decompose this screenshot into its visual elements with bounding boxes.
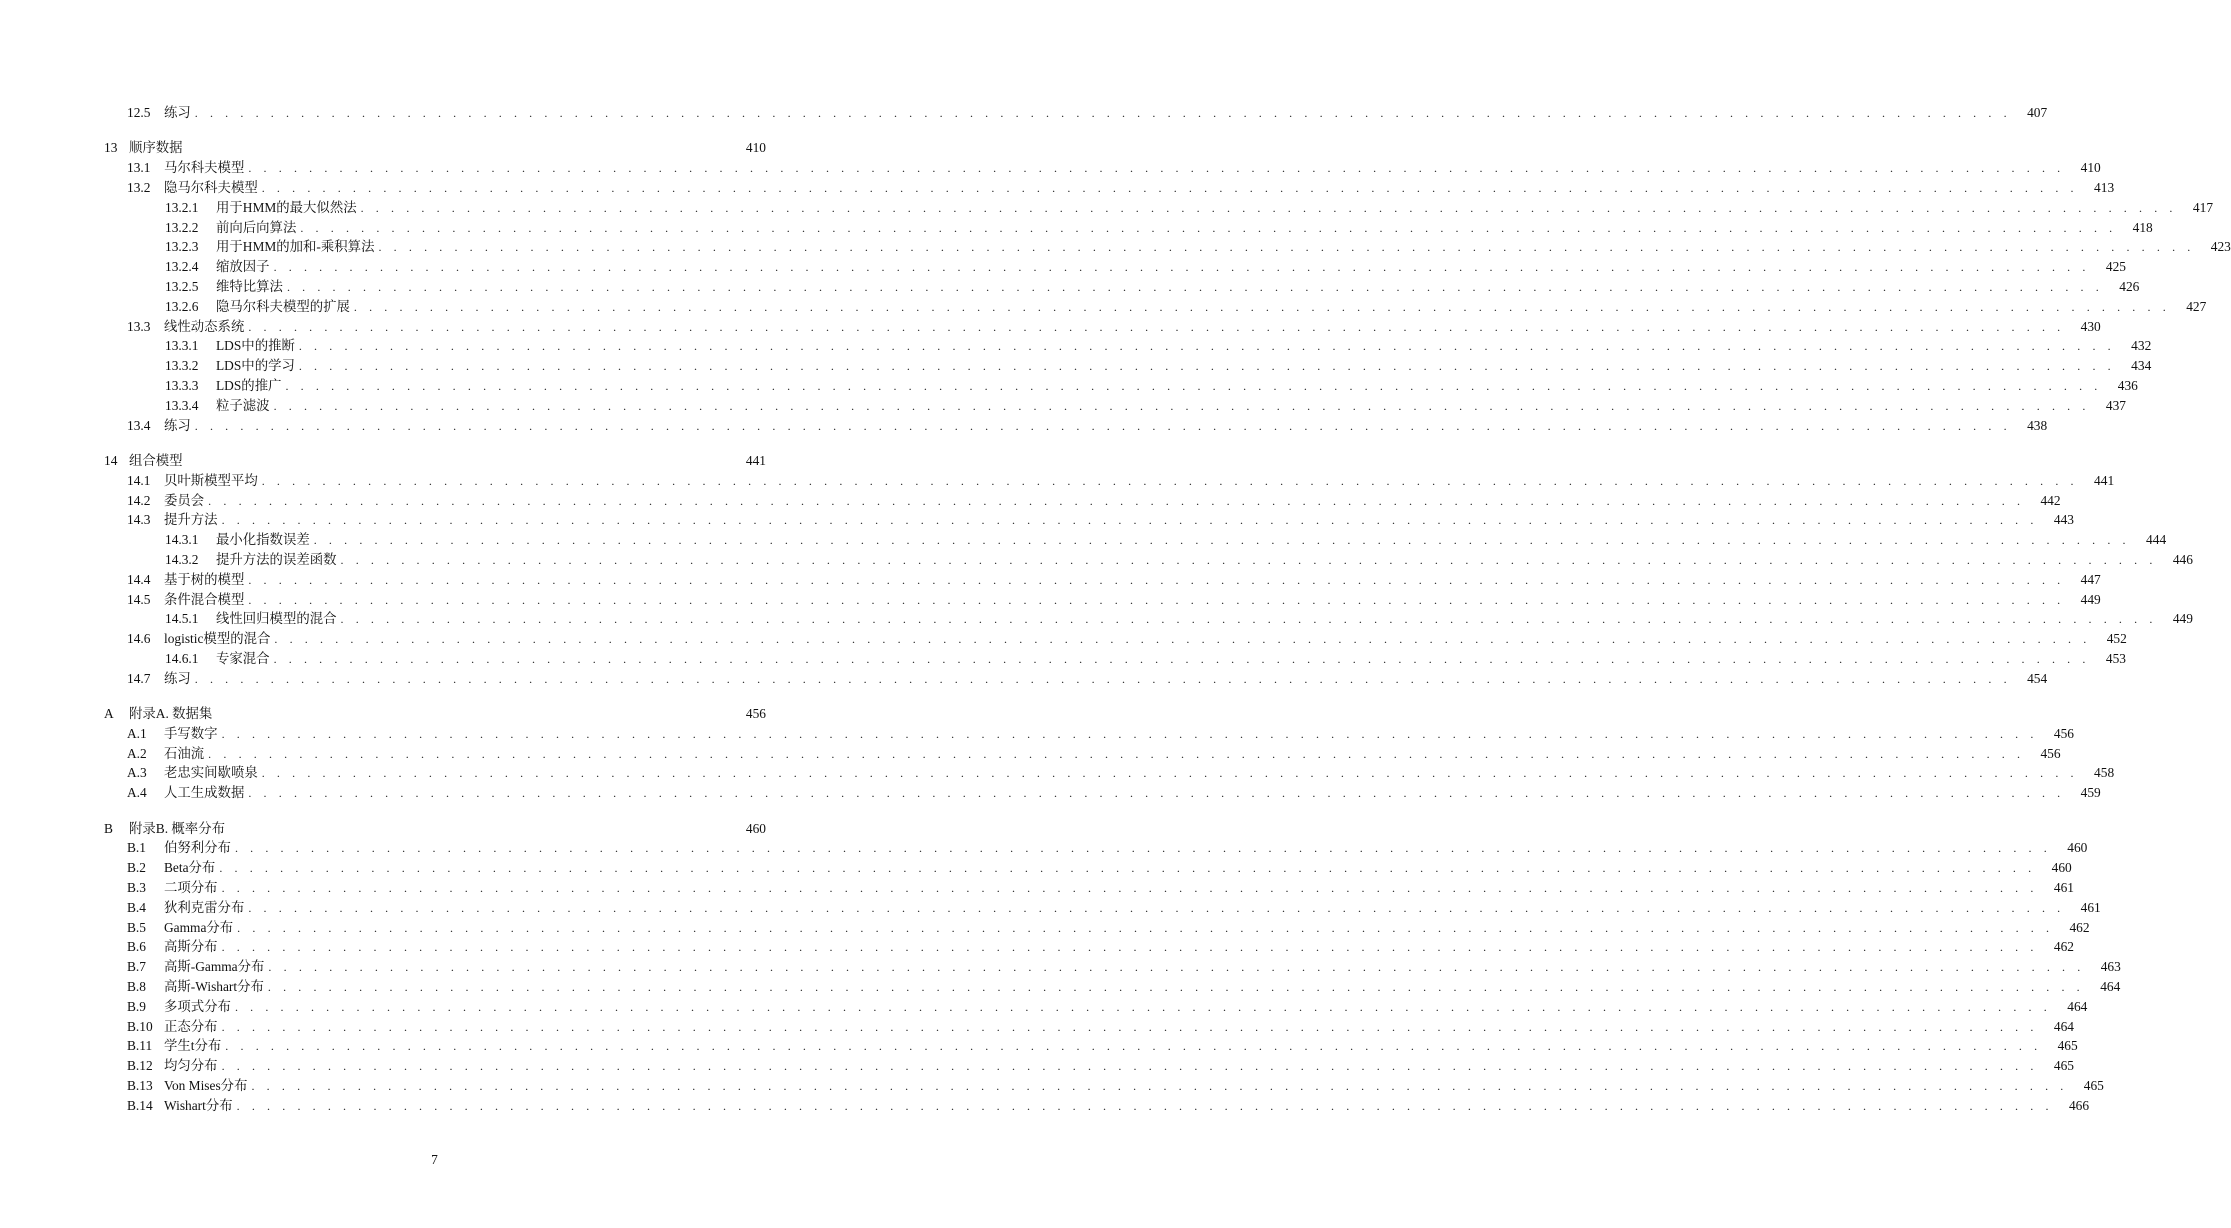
toc-entry-number: 13.3.2 — [165, 358, 199, 374]
toc-entry-number: B.12 — [127, 1058, 153, 1074]
toc-section-entry[interactable] — [104, 1017, 2074, 1037]
toc-dot-leader: . . . . . . . . . . . . . . . . . . . . . . . . . . . . . . . . . . . . . . . . . . . . . . . . . . . . . . . . . . . . . . . . . . . . . . . . . . . . . . . . . . . . . . . . . . . . . . . . . . . . . . . . . . . . . . . . . . . . . . . . — [248, 161, 2065, 176]
toc-entry-number: 13.2.4 — [165, 259, 199, 275]
toc-entry-number: 14.3 — [127, 512, 151, 528]
toc-section-entry[interactable] — [104, 317, 2101, 337]
toc-entry-number: B.1 — [127, 840, 146, 856]
toc-section-entry[interactable] — [104, 103, 2048, 123]
toc-entry-page: 441 — [745, 452, 766, 468]
toc-section-entry[interactable] — [104, 838, 2088, 858]
toc-entry-page: 442 — [2040, 492, 2061, 508]
toc-section-entry[interactable] — [104, 898, 2101, 918]
toc-dot-leader: . . . . . . . . . . . . . . . . . . . . . . . . . . . . . . . . . . . . . . . . . . . . . . . . . . . . . . . . . . . . . . . . . . . . . . . . . . . . . . . . . . . . . . . . . . . . . . . . . . . . . . . . . . . . . . . . . . . . . . . . — [273, 398, 2090, 413]
toc-entry-page: 449 — [2080, 591, 2101, 607]
toc-entry-page: 436 — [2117, 377, 2138, 393]
toc-dot-leader: . . . . . . . . . . . . . . . . . . . . . . . . . . . . . . . . . . . . . . . . . . . . . . . . . . . . . . . . . . . . . . . . . . . . . . . . . . . . . . . . . . . . . . . . . . . . . . . . . . . . . . . . . . . . . . . . . . . . . . . . — [221, 726, 2038, 741]
toc-dot-leader: . . . . . . . . . . . . . . . . . . . . . . . . . . . . . . . . . . . . . . . . . . . . . . . . . . . . . . . . . . . . . . . . . . . . . . . . . . . . . . . . . . . . . . . . . . . . . . . . . . . . . . . . . . . . . . . . . . . . . . . . — [248, 572, 2065, 587]
toc-entry-page: 459 — [2080, 785, 2101, 801]
toc-entry-number: 14.3.2 — [165, 551, 199, 567]
toc-section-entry[interactable] — [104, 783, 2101, 803]
toc-dot-leader: . . . . . . . . . . . . . . . . . . . . . . . . . . . . . . . . . . . . . . . . . . . . . . . . . . . . . . . . . . . . . . . . . . . . . . . . . . . . . . . . . . . . . . . . . . . . . . . . . . . . . . . . . . . . . . . . . . . . . . . . — [273, 260, 2090, 275]
toc-entry-title: Beta分布 — [164, 858, 219, 878]
toc-entry-title: Wishart分布 — [164, 1096, 237, 1116]
toc-entry-page: 460 — [745, 820, 766, 836]
toc-entry-number: 13.3.1 — [165, 338, 199, 354]
toc-entry-number: B.13 — [127, 1078, 153, 1094]
toc-section-entry[interactable] — [104, 396, 2126, 416]
toc-dot-leader: . . . . . . . . . . . . . . . . . . . . . . . . . . . . . . . . . . . . . . . . . . . . . . . . . . . . . . . . . . . . . . . . . . . . . . . . . . . . . . . . . . . . . . . . . . . . . . . . . . . . . . . . . . . . . . . . . . . . . . . . — [273, 651, 2090, 666]
toc-entry-number: A.2 — [127, 745, 147, 761]
toc-entry-page: 407 — [2027, 105, 2048, 120]
toc-entry-number: 14 — [104, 452, 118, 468]
toc-entry-number: 13.3 — [127, 318, 151, 334]
toc-entry-page: 418 — [2132, 219, 2153, 235]
toc-entry-page: 427 — [2186, 298, 2207, 314]
toc-section-entry[interactable] — [104, 997, 2088, 1017]
toc-entry-number: A.1 — [127, 725, 147, 741]
toc-entry-page: 447 — [2080, 571, 2101, 587]
toc-section-entry[interactable] — [104, 416, 2048, 436]
toc-dot-leader: . . . . . . . . . . . . . . . . . . . . . . . . . . . . . . . . . . . . . . . . . . . . . . . . . . . . . . . . . . . . . . . . . . . . . . . . . . . . . . . . . . . . . . . . . . . . . . . . . . . . . . . . . . . . . . . . . . . . . . . . — [298, 339, 2116, 354]
toc-section-entry[interactable] — [104, 977, 2121, 997]
toc-dot-leader: . . . . . . . . . . . . . . . . . . . . . . . . . . . . . . . . . . . . . . . . . . . . . . . . . . . . . . . . . . . . . . . . . . . . . . . . . . . . . . . . . . . . . . . . . . . . . . . . . . . . . . . . . . . . . . . . . . . . . . . . — [219, 861, 2036, 876]
toc-section-entry[interactable] — [104, 336, 2152, 356]
toc-entry-title: LDS的推广 — [216, 376, 285, 396]
toc-entry-page: 410 — [2080, 160, 2101, 176]
toc-section-entry[interactable] — [104, 629, 2127, 649]
toc-entry-title: 学生t分布 — [164, 1036, 225, 1056]
toc-entry-page: 452 — [2106, 631, 2127, 647]
toc-entry-number: 13.3.4 — [165, 397, 199, 413]
toc-section-entry[interactable] — [104, 550, 2193, 570]
toc-dot-leader: . . . . . . . . . . . . . . . . . . . . . . . . . . . . . . . . . . . . . . . . . . . . . . . . . . . . . . . . . . . . . . . . . . . . . . . . . . . . . . . . . . . . . . . . . . . . . . . . . . . . . . . . . . . . . . . . . . . . . . . . — [300, 220, 2117, 235]
toc-entry-page: 444 — [2146, 532, 2167, 548]
toc-entry-number: 14.3.1 — [165, 532, 199, 548]
toc-entry-title: 练习 — [164, 416, 195, 436]
toc-entry-page: 462 — [2053, 939, 2074, 955]
toc-entry-page: 456 — [2053, 725, 2074, 741]
toc-section-entry[interactable] — [104, 669, 2048, 689]
toc-dot-leader: . . . . . . . . . . . . . . . . . . . . . . . . . . . . . . . . . . . . . . . . . . . . . . . . . . . . . . . . . . . . . . . . . . . . . . . . . . . . . . . . . . . . . . . . . . . . . . . . . . . . . . . . . . . . . . . . . . . . . . . . — [221, 1019, 2038, 1034]
toc-entry-page: 460 — [2067, 840, 2088, 856]
toc-entry-page: 425 — [2105, 259, 2126, 275]
toc-section-entry[interactable] — [104, 858, 2072, 878]
toc-dot-leader: . . . . . . . . . . . . . . . . . . . . . . . . . . . . . . . . . . . . . . . . . . . . . . . . . . . . . . . . . . . . . . . . . . . . . . . . . . . . . . . . . . . . . . . . . . . . . . . . . . . . . . . . . . . . . . . . . . . . . . . . — [225, 1039, 2042, 1054]
toc-section-entry[interactable] — [104, 198, 2214, 218]
toc-entry-page: 449 — [2172, 611, 2193, 627]
toc-entry-number: B.14 — [127, 1097, 153, 1113]
toc-entry-number: 13.2 — [127, 179, 151, 195]
toc-section-entry[interactable] — [104, 376, 2138, 396]
toc-entry-number: B.10 — [127, 1018, 153, 1034]
toc-entry-title: 线性动态系统 — [164, 317, 248, 337]
toc-entry-number: 14.6 — [127, 631, 151, 647]
toc-section-entry[interactable] — [104, 649, 2126, 669]
toc-entry-number: B.3 — [127, 880, 146, 896]
toc-entry-number: B.9 — [127, 998, 146, 1014]
toc-entry-page: 458 — [2094, 765, 2115, 781]
toc-entry-title: 基于树的模型 — [164, 570, 248, 590]
toc-entry-page: 417 — [2192, 199, 2214, 215]
toc-entry-title: 专家混合 — [216, 649, 274, 669]
toc-section-entry[interactable] — [104, 471, 2115, 491]
toc-entry-number: B.11 — [127, 1038, 153, 1054]
toc-entry-number: A.4 — [127, 785, 147, 801]
toc-entry-page: 461 — [2080, 899, 2101, 915]
toc-section-entry[interactable] — [104, 937, 2074, 957]
toc-dot-leader: . . . . . . . . . . . . . . . . . . . . . . . . . . . . . . . . . . . . . . . . . . . . . . . . . . . . . . . . . . . . . . . . . . . . . . . . . . . . . . . . . . . . . . . . . . . . . . . . . . . . . . . . . . . . . . . . . . . . . . . . — [360, 200, 2178, 215]
toc-entry-page: 465 — [2083, 1078, 2104, 1094]
toc-section-entry[interactable] — [104, 257, 2126, 277]
toc-dot-leader: . . . . . . . . . . . . . . . . . . . . . . . . . . . . . . . . . . . . . . . . . . . . . . . . . . . . . . . . . . . . . . . . . . . . . . . . . . . . . . . . . . . . . . . . . . . . . . . . . . . . . . . . . . . . . . . . . . . . . . . . — [208, 746, 2025, 761]
toc-chapter-entry[interactable] — [104, 138, 766, 158]
toc-dot-leader: . . . . . . . . . . . . . . . . . . . . . . . . . . . . . . . . . . . . . . . . . . . . . . . . . . . . . . . . . . . . . . . . . . . . . . . . . . . . . . . . . . . . . . . . . . . . . . . . . . . . . . . . . . . . . . . . . . . . . . . . — [267, 980, 2085, 995]
toc-entry-page: 456 — [2040, 745, 2061, 761]
toc-entry-number: 14.5.1 — [165, 611, 199, 627]
toc-dot-leader: . . . . . . . . . . . . . . . . . . . . . . . . . . . . . . . . . . . . . . . . . . . . . . . . . . . . . . . . . . . . . . . . . . . . . . . . . . . . . . . . . . . . . . . . . . . . . . . . . . . . . . . . . . . . . . . . . . . . . . . . — [340, 552, 2157, 567]
toc-entry-number: 14.4 — [127, 571, 151, 587]
toc-entry-page: 464 — [2053, 1018, 2074, 1034]
toc-entry-number: B — [104, 820, 113, 836]
toc-entry-page: 462 — [2069, 919, 2090, 935]
toc-entry-page: 465 — [2053, 1058, 2074, 1074]
toc-entry-title: Gamma分布 — [164, 918, 237, 938]
toc-dot-leader: . . . . . . . . . . . . . . . . . . . . . . . . . . . . . . . . . . . . . . . . . . . . . . . . . . . . . . . . . . . . . . . . . . . . . . . . . . . . . . . . . . . . . . . . . . . . . . . . . . . . . . . . . . . . . . . . . . . . . . . . — [208, 493, 2025, 508]
toc-entry-title: Von Mises分布 — [164, 1076, 251, 1096]
toc-dot-leader: . . . . . . . . . . . . . . . . . . . . . . . . . . . . . . . . . . . . . . . . . . . . . . . . . . . . . . . . . . . . . . . . . . . . . . . . . . . . . . . . . . . . . . . . . . . . . . . . . . . . . . . . . . . . . . . . . . . . . . . . — [268, 960, 2085, 975]
toc-entry-page: 446 — [2172, 551, 2193, 567]
toc-entry-title: 用于HMM的加和-乘积算法 — [216, 237, 378, 257]
toc-entry-title: LDS中的推断 — [216, 336, 299, 356]
toc-entry-title: 二项分布 — [164, 878, 222, 898]
toc-section-entry[interactable] — [104, 277, 2140, 297]
toc-entry-page: 434 — [2131, 358, 2152, 374]
page-number: 7 — [431, 1152, 438, 1167]
toc-dot-leader: . . . . . . . . . . . . . . . . . . . . . . . . . . . . . . . . . . . . . . . . . . . . . . . . . . . . . . . . . . . . . . . . . . . . . . . . . . . . . . . . . . . . . . . . . . . . . . . . . . . . . . . . . . . . . . . . . . . . . . . . — [194, 671, 2012, 686]
toc-dot-leader: . . . . . . . . . . . . . . . . . . . . . . . . . . . . . . . . . . . . . . . . . . . . . . . . . . . . . . . . . . . . . . . . . . . . . . . . . . . . . . . . . . . . . . . . . . . . . . . . . . . . . . . . . . . . . . . . . . . . . . . . — [248, 786, 2065, 801]
toc-entry-page: 464 — [2067, 998, 2088, 1014]
toc-entry-title: 用于HMM的最大似然法 — [216, 198, 361, 218]
toc-entry-page: 460 — [2051, 860, 2072, 876]
toc-entry-title: 附录A. 数据集 — [129, 704, 216, 724]
toc-entry-number: A.3 — [127, 765, 147, 781]
toc-entry-page: 465 — [2057, 1038, 2078, 1054]
toc-entry-number: 14.5 — [127, 591, 151, 607]
toc-entry-number: 13.2.5 — [165, 278, 199, 294]
toc-entry-title: 石油流 — [164, 744, 208, 764]
toc-entry-title: LDS中的学习 — [216, 356, 299, 376]
toc-entry-title: 高斯分布 — [164, 937, 222, 957]
toc-dot-leader: . . . . . . . . . . . . . . . . . . . . . . . . . . . . . . . . . . . . . . . . . . . . . . . . . . . . . . . . . . . . . . . . . . . . . . . . . . . . . . . . . . . . . . . . . . . . . . . . . . . . . . . . . . . . . . . . . . . . . . . . — [221, 940, 2038, 955]
toc-entry-title: 伯努利分布 — [164, 838, 235, 858]
toc-section-entry[interactable] — [104, 763, 2115, 783]
toc-dot-leader: . . . . . . . . . . . . . . . . . . . . . . . . . . . . . . . . . . . . . . . . . . . . . . . . . . . . . . . . . . . . . . . . . . . . . . . . . . . . . . . . . . . . . . . . . . . . . . . . . . . . . . . . . . . . . . . . . . . . . . . . — [221, 881, 2038, 896]
toc-entry-title: 老忠实间歇喷泉 — [164, 763, 262, 783]
toc-entry-page: 438 — [2027, 417, 2048, 433]
toc-dot-leader: . . . . . . . . . . . . . . . . . . . . . . . . . . . . . . . . . . . . . . . . . . . . . . . . . . . . . . . . . . . . . . . . . . . . . . . . . . . . . . . . . . . . . . . . . . . . . . . . . . . . . . . . . . . . . . . . . . . . . . . . — [194, 418, 2012, 433]
toc-section-entry[interactable] — [104, 957, 2121, 977]
toc-entry-title: 提升方法的误差函数 — [216, 550, 341, 570]
toc-entry-title: 提升方法 — [164, 510, 222, 530]
toc-dot-leader: . . . . . . . . . . . . . . . . . . . . . . . . . . . . . . . . . . . . . . . . . . . . . . . . . . . . . . . . . . . . . . . . . . . . . . . . . . . . . . . . . . . . . . . . . . . . . . . . . . . . . . . . . . . . . . . . . . . . . . . . — [261, 766, 2079, 781]
toc-dot-leader: . . . . . . . . . . . . . . . . . . . . . . . . . . . . . . . . . . . . . . . . . . . . . . . . . . . . . . . . . . . . . . . . . . . . . . . . . . . . . . . . . . . . . . . . . . . . . . . . . . . . . . . . . . . . . . . . . . . . . . . . — [261, 473, 2079, 488]
toc-entry-page: 430 — [2080, 318, 2101, 334]
toc-section-entry[interactable] — [104, 530, 2167, 550]
toc-entry-page: 466 — [2068, 1097, 2090, 1113]
toc-section-entry[interactable] — [104, 1096, 2090, 1116]
toc-section-entry[interactable] — [104, 491, 2061, 511]
toc-dot-leader: . . . . . . . . . . . . . . . . . . . . . . . . . . . . . . . . . . . . . . . . . . . . . . . . . . . . . . . . . . . . . . . . . . . . . . . . . . . . . . . . . . . . . . . . . . . . . . . . . . . . . . . . . . . . . . . . . . . . . . . . — [236, 1098, 2054, 1113]
toc-entry-page: 461 — [2053, 880, 2074, 896]
toc-dot-leader: . . . . . . . . . . . . . . . . . . . . . . . . . . . . . . . . . . . . . . . . . . . . . . . . . . . . . . . . . . . . . . . . . . . . . . . . . . . . . . . . . . . . . . . . . . . . . . . . . . . . . . . . . . . . . . . . . . . . . . . . — [248, 592, 2065, 607]
toc-dot-leader: . . . . . . . . . . . . . . . . . . . . . . . . . . . . . . . . . . . . . . . . . . . . . . . . . . . . . . . . . . . . . . . . . . . . . . . . . . . . . . . . . . . . . . . . . . . . . . . . . . . . . . . . . . . . . . . . . . . . . . . . — [234, 999, 2052, 1014]
toc-section-entry[interactable] — [104, 510, 2074, 530]
toc-entry-title: 线性回归模型的混合 — [216, 609, 341, 629]
toc-entry-title: 附录B. 概率分布 — [129, 819, 229, 839]
toc-entry-title: 多项式分布 — [164, 997, 235, 1017]
toc-dot-leader: . . . . . . . . . . . . . . . . . . . . . . . . . . . . . . . . . . . . . . . . . . . . . . . . . . . . . . . . . . . . . . . . . . . . . . . . . . . . . . . . . . . . . . . . . . . . . . . . . . . . . . . . . . . . . . . . . . . . . . . . — [286, 279, 2104, 294]
toc-dot-leader: . . . . . . . . . . . . . . . . . . . . . . . . . . . . . . . . . . . . . . . . . . . . . . . . . . . . . . . . . . . . . . . . . . . . . . . . . . . . . . . . . . . . . . . . . . . . . . . . . . . . . . . . . . . . . . . . . . . . . . . . — [378, 240, 2195, 255]
toc-entry-title: 隐马尔科夫模型 — [164, 178, 262, 198]
toc-entry-page: 464 — [2100, 979, 2121, 995]
toc-entry-number: 14.7 — [127, 670, 151, 686]
toc-chapter-entry[interactable] — [104, 819, 766, 839]
toc-entry-number: 14.1 — [127, 472, 151, 488]
toc-entry-number: 14.2 — [127, 492, 151, 508]
toc-dot-leader: . . . . . . . . . . . . . . . . . . . . . . . . . . . . . . . . . . . . . . . . . . . . . . . . . . . . . . . . . . . . . . . . . . . . . . . . . . . . . . . . . . . . . . . . . . . . . . . . . . . . . . . . . . . . . . . . . . . . . . . . — [353, 299, 2171, 314]
toc-entry-number: 12.5 — [127, 105, 151, 120]
toc-entry-page: 456 — [745, 706, 766, 722]
toc-chapter-entry[interactable] — [104, 451, 766, 471]
toc-entry-page: 453 — [2105, 650, 2126, 666]
toc-entry-number: 13.1 — [127, 160, 151, 176]
toc-entry-number: 13.2.3 — [165, 239, 199, 255]
toc-entry-number: 13.2.1 — [165, 199, 199, 215]
toc-dot-leader: . . . . . . . . . . . . . . . . . . . . . . . . . . . . . . . . . . . . . . . . . . . . . . . . . . . . . . . . . . . . . . . . . . . . . . . . . . . . . . . . . . . . . . . . . . . . . . . . . . . . . . . . . . . . . . . . . . . . . . . . — [221, 513, 2038, 528]
toc-entry-number: B.4 — [127, 899, 146, 915]
toc-section-entry[interactable] — [104, 356, 2152, 376]
toc-dot-leader: . . . . . . . . . . . . . . . . . . . . . . . . . . . . . . . . . . . . . . . . . . . . . . . . . . . . . . . . . . . . . . . . . . . . . . . . . . . . . . . . . . . . . . . . . . . . . . . . . . . . . . . . . . . . . . . . . . . . . . . . — [251, 1079, 2068, 1094]
toc-entry-title: 委员会 — [164, 491, 208, 511]
toc-entry-page: 443 — [2053, 512, 2074, 528]
toc-dot-leader: . . . . . . . . . . . . . . . . . . . . . . . . . . . . . . . . . . . . . . . . . . . . . . . . . . . . . . . . . . . . . . . . . . . . . . . . . . . . . . . . . . . . . . . . . . . . . . . . . . . . . . . . . . . . . . . . . . . . . . . . — [221, 1059, 2038, 1074]
toc-entry-number: A — [104, 706, 114, 722]
toc-entry-title: 正态分布 — [164, 1017, 222, 1037]
toc-entry-page: 463 — [2100, 959, 2121, 975]
toc-dot-leader: . . . . . . . . . . . . . . . . . . . . . . . . . . . . . . . . . . . . . . . . . . . . . . . . . . . . . . . . . . . . . . . . . . . . . . . . . . . . . . . . . . . . . . . . . . . . . . . . . . . . . . . . . . . . . . . . . . . . . . . . — [261, 180, 2079, 195]
toc-dot-leader: . . . . . . . . . . . . . . . . . . . . . . . . . . . . . . . . . . . . . . . . . . . . . . . . . . . . . . . . . . . . . . . . . . . . . . . . . . . . . . . . . . . . . . . . . . . . . . . . . . . . . . . . . . . . . . . . . . . . . . . . — [248, 900, 2065, 915]
toc-dot-leader: . . . . . . . . . . . . . . . . . . . . . . . . . . . . . . . . . . . . . . . . . . . . . . . . . . . . . . . . . . . . . . . . . . . . . . . . . . . . . . . . . . . . . . . . . . . . . . . . . . . . . . . . . . . . . . . . . . . . . . . . — [313, 533, 2131, 548]
toc-section-entry[interactable] — [104, 878, 2074, 898]
toc-dot-leader: . . . . . . . . . . . . . . . . . . . . . . . . . . . . . . . . . . . . . . . . . . . . . . . . . . . . . . . . . . . . . . . . . . . . . . . . . . . . . . . . . . . . . . . . . . . . . . . . . . . . . . . . . . . . . . . . . . . . . . . . — [234, 841, 2052, 856]
toc-section-entry[interactable] — [104, 609, 2193, 629]
toc-dot-leader: . . . . . . . . . . . . . . . . . . . . . . . . . . . . . . . . . . . . . . . . . . . . . . . . . . . . . . . . . . . . . . . . . . . . . . . . . . . . . . . . . . . . . . . . . . . . . . . . . . . . . . . . . . . . . . . . . . . . . . . . — [298, 359, 2116, 374]
toc-entry-page: 432 — [2131, 338, 2152, 354]
toc-entry-title: 均匀分布 — [164, 1056, 222, 1076]
toc-entry-title: 条件混合模型 — [164, 590, 248, 610]
toc-entry-title: 前向后向算法 — [216, 218, 300, 238]
toc-entry-title: 顺序数据 — [129, 138, 187, 158]
toc-section-entry[interactable] — [104, 918, 2090, 938]
toc-entry-number: 13.2.2 — [165, 219, 199, 235]
toc-entry-title: 缩放因子 — [216, 257, 274, 277]
toc-entry-page: 423 — [2210, 239, 2231, 255]
toc-dot-leader: . . . . . . . . . . . . . . . . . . . . . . . . . . . . . . . . . . . . . . . . . . . . . . . . . . . . . . . . . . . . . . . . . . . . . . . . . . . . . . . . . . . . . . . . . . . . . . . . . . . . . . . . . . . . . . . . . . . . . . . . — [248, 319, 2065, 334]
toc-entry-title: 组合模型 — [129, 451, 187, 471]
toc-entry-title: 高斯-Gamma分布 — [164, 957, 268, 977]
toc-entry-number: B.5 — [127, 919, 146, 935]
toc-entry-number: 14.6.1 — [165, 650, 199, 666]
toc-section-entry[interactable] — [104, 744, 2061, 764]
toc-section-entry[interactable] — [104, 158, 2101, 178]
toc-section-entry[interactable] — [104, 237, 2231, 257]
toc-entry-title: 人工生成数据 — [164, 783, 248, 803]
toc-section-entry[interactable] — [104, 297, 2207, 317]
toc-entry-title: 贝叶斯模型平均 — [164, 471, 262, 491]
toc-entry-page: 441 — [2094, 472, 2115, 488]
toc-section-entry[interactable] — [104, 218, 2153, 238]
toc-chapter-entry[interactable] — [104, 704, 766, 724]
toc-entry-title: 高斯-Wishart分布 — [164, 977, 268, 997]
toc-entry-title: 粒子滤波 — [216, 396, 274, 416]
toc-entry-number: 13 — [104, 140, 118, 156]
toc-entry-title: 马尔科夫模型 — [164, 158, 248, 178]
toc-entry-title: 手写数字 — [164, 724, 222, 744]
toc-entry-page: 437 — [2105, 397, 2126, 413]
toc-entry-title: 狄利克雷分布 — [164, 898, 248, 918]
toc-entry-page: 454 — [2027, 670, 2048, 686]
toc-entry-number: B.8 — [127, 979, 146, 995]
toc-entry-page: 413 — [2094, 179, 2115, 195]
toc-section-entry[interactable] — [104, 1036, 2078, 1056]
toc-entry-number: 13.4 — [127, 417, 151, 433]
toc-entry-number: B.7 — [127, 959, 146, 975]
toc-entry-title: 最小化指数误差 — [216, 530, 314, 550]
toc-entry-title: 练习 — [164, 103, 195, 123]
toc-entry-title: logistic模型的混合 — [164, 629, 274, 649]
toc-section-entry[interactable] — [104, 1056, 2074, 1076]
toc-entry-number: B.2 — [127, 860, 146, 876]
toc-dot-leader: . . . . . . . . . . . . . . . . . . . . . . . . . . . . . . . . . . . . . . . . . . . . . . . . . . . . . . . . . . . . . . . . . . . . . . . . . . . . . . . . . . . . . . . . . . . . . . . . . . . . . . . . . . . . . . . . . . . . . . . . — [237, 920, 2054, 935]
toc-entry-number: B.6 — [127, 939, 146, 955]
toc-section-entry[interactable] — [104, 570, 2101, 590]
toc-dot-leader: . . . . . . . . . . . . . . . . . . . . . . . . . . . . . . . . . . . . . . . . . . . . . . . . . . . . . . . . . . . . . . . . . . . . . . . . . . . . . . . . . . . . . . . . . . . . . . . . . . . . . . . . . . . . . . . . . . . . . . . . — [194, 106, 2012, 120]
toc-dot-leader: . . . . . . . . . . . . . . . . . . . . . . . . . . . . . . . . . . . . . . . . . . . . . . . . . . . . . . . . . . . . . . . . . . . . . . . . . . . . . . . . . . . . . . . . . . . . . . . . . . . . . . . . . . . . . . . . . . . . . . . . — [340, 612, 2157, 627]
toc-section-entry[interactable] — [104, 1076, 2104, 1096]
toc-section-entry[interactable] — [104, 590, 2101, 610]
toc-entry-title: 维特比算法 — [216, 277, 287, 297]
toc-entry-number: 13.2.6 — [165, 298, 199, 314]
table-of-contents — [104, 103, 2231, 1116]
toc-dot-leader: . . . . . . . . . . . . . . . . . . . . . . . . . . . . . . . . . . . . . . . . . . . . . . . . . . . . . . . . . . . . . . . . . . . . . . . . . . . . . . . . . . . . . . . . . . . . . . . . . . . . . . . . . . . . . . . . . . . . . . . . — [274, 632, 2091, 647]
toc-dot-leader: . . . . . . . . . . . . . . . . . . . . . . . . . . . . . . . . . . . . . . . . . . . . . . . . . . . . . . . . . . . . . . . . . . . . . . . . . . . . . . . . . . . . . . . . . . . . . . . . . . . . . . . . . . . . . . . . . . . . . . . . — [285, 378, 2102, 393]
toc-section-entry[interactable] — [104, 724, 2074, 744]
toc-section-entry[interactable] — [104, 178, 2115, 198]
toc-entry-page: 426 — [2119, 278, 2140, 294]
toc-entry-title: 隐马尔科夫模型的扩展 — [216, 297, 354, 317]
toc-entry-number: 13.3.3 — [165, 377, 199, 393]
toc-entry-page: 410 — [745, 140, 766, 156]
toc-entry-title: 练习 — [164, 669, 195, 689]
